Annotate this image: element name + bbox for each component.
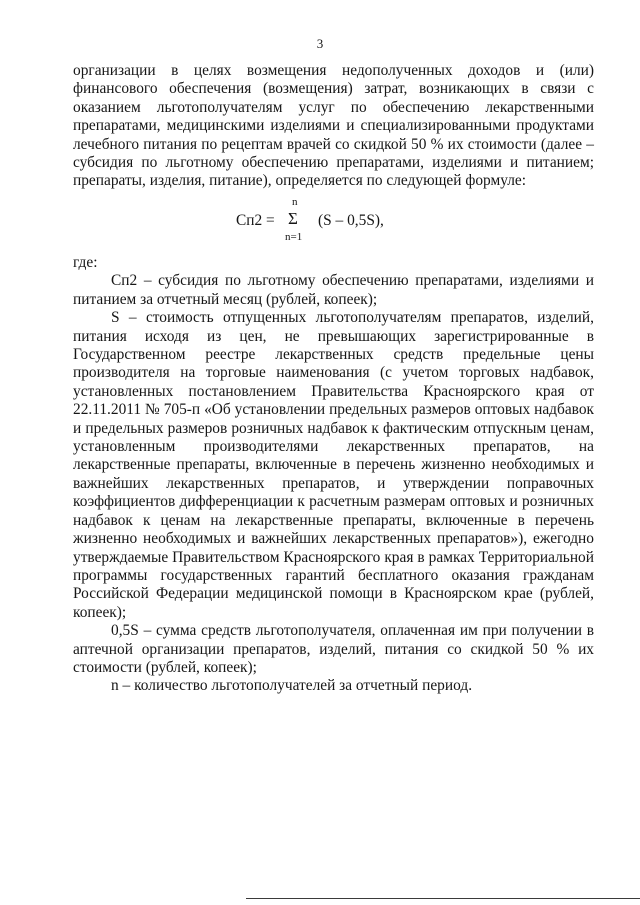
where-label: где: (73, 254, 98, 271)
definitions-block (73, 254, 594, 696)
formula-lhs: Сп2 = (236, 212, 275, 229)
sigma-symbol: Σ (288, 209, 298, 228)
formula-body: (S – 0,5S), (318, 212, 384, 229)
definition-n: n – количество льготополучателей за отчетный период. (111, 677, 473, 695)
formula-lower-limit: n=1 (285, 231, 303, 243)
definition-s: S – стоимость отпущенных льготополучателям препаратов, изделий, питания исходя из цен, не превышающих зарегистрированные в Государственном реестре лекарственных средств предельные цены производителя на торговые наименования (с учетом торговых надбавок, установленных постановлением Правительства Красноярского края от 22.11.2011 № 705-п «Об установлении предельных размеров оптовых надбавок и предельных размеров розничных надбавок к фактическим отпускным ценам, установленным производителями лекарственных препаратов, на лекарственные препараты, включенные в перечень жизненно необходимых и важнейших лекарственных препаратов, и утверждении поправочных коэффициентов дифференциации к расчетным размерам оптовых и розничных надбавок к ценам на лекарственные препараты, включенные в перечень жизненно необходимых и важнейших лекарственных препаратов»), ежегодно утверждаемые Правительством Красноярского края в рамках Территориальной программы государственных гарантий бесплатного оказания гражданам Российской Федерации медицинской помощи в Красноярском крае (рублей, копеек); (73, 309, 594, 621)
definition-half-s: 0,5S – сумма средств льготополучателя, оплаченная им при получении в аптечной организации препаратов, изделий, питания со скидкой 50 % их стоимости (рублей, копеек); (73, 622, 594, 676)
definition-sp2: Сп2 – субсидия по льготному обеспечению препаратами, изделиями и питанием за отчетный месяц (рублей, копеек); (73, 272, 594, 308)
formula-upper-limit: n (292, 196, 298, 208)
subsidy-formula (236, 196, 436, 248)
intro-paragraph: организации в целях возмещения недополученных доходов и (или) финансового обеспечения (возмещения) затрат, возникающих в связи с оказанием льготополучателям услуг по обеспечению лекарственными препаратами, медицинскими изделиями и специализированными продуктами лечебного питания по рецептам врачей со скидкой 50 % их стоимости (далее – субсидия по льготному обеспечению препаратами, изделиями и питанием; препараты, изделия, питание), определяется по следующей формуле: (73, 62, 594, 190)
footer-divider (246, 898, 640, 899)
page-number: 3 (316, 36, 324, 51)
intro-paragraph-block (73, 62, 594, 191)
